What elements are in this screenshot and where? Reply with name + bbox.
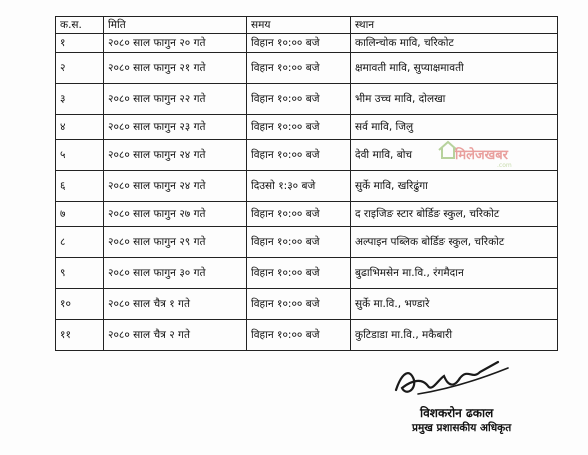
cell-time: विहान १०:०० बजे — [247, 227, 351, 258]
cell-time: विहान १०:०० बजे — [247, 289, 351, 320]
cell-venue: सुर्के मा.वि., भण्डारे — [351, 289, 558, 320]
cell-venue: देवी मावि, बोच — [351, 140, 558, 171]
cell-time: दिउसो १:३० बजे — [247, 171, 351, 202]
handwritten-signature — [388, 350, 528, 405]
cell-time: विहान १०:०० बजे — [247, 34, 351, 53]
table-header-row — [56, 17, 558, 34]
cell-date: २०८० साल फागुन २१ गते — [104, 53, 247, 84]
cell-time: विहान १०:०० बजे — [247, 53, 351, 84]
cell-date: २०८० साल फागुन २३ गते — [104, 115, 247, 140]
cell-venue: कुटिडाडा मा.वि., मकैबारी — [351, 320, 558, 351]
cell-time: विहान १०:०० बजे — [247, 202, 351, 227]
watermark-domain: .com — [497, 162, 512, 169]
table-row — [56, 34, 558, 53]
cell-venue: बुढाभिमसेन मा.वि., रंगमैदान — [351, 258, 558, 289]
cell-time: विहान १०:०० बजे — [247, 258, 351, 289]
cell-venue: क्षमावती मावि, सुप्याक्षमावती — [351, 53, 558, 84]
cell-serial-number: ११ — [56, 320, 104, 351]
signatory-title: प्रमुख प्रशासकीय अधिकृत — [412, 422, 512, 434]
cell-serial-number: ८ — [56, 227, 104, 258]
cell-serial-number: ५ — [56, 140, 104, 171]
cell-time: विहान १०:०० बजे — [247, 84, 351, 115]
cell-serial-number: ९ — [56, 258, 104, 289]
cell-venue: सर्व मावि, जिलु — [351, 115, 558, 140]
cell-venue: भीम उच्च मावि, दोलखा — [351, 84, 558, 115]
cell-serial-number: ४ — [56, 115, 104, 140]
cell-serial-number: ३ — [56, 84, 104, 115]
cell-date: २०८० साल चैत्र २ गते — [104, 320, 247, 351]
cell-date: २०८० साल फागुन २० गते — [104, 34, 247, 53]
cell-serial-number: १ — [56, 34, 104, 53]
cell-time: विहान १०:०० बजे — [247, 320, 351, 351]
cell-venue: द राइजिङ स्टार बोर्डिङ स्कुल, चरिकोट — [351, 202, 558, 227]
news-site-watermark — [437, 132, 537, 172]
table-row — [56, 171, 558, 202]
header-venue: स्थान — [351, 17, 558, 34]
cell-venue: सुर्के मावि, खरिढुंगा — [351, 171, 558, 202]
header-serial-number: क.स. — [56, 17, 104, 34]
signatory-name: विशकरोन ढकाल — [420, 406, 494, 420]
cell-serial-number: ६ — [56, 171, 104, 202]
cell-venue: कालिन्चोक मावि, चरिकोट — [351, 34, 558, 53]
table-row — [56, 227, 558, 258]
table-row — [56, 258, 558, 289]
cell-date: २०८० साल फागुन २४ गते — [104, 171, 247, 202]
cell-serial-number: १० — [56, 289, 104, 320]
cell-time: विहान १०:०० बजे — [247, 140, 351, 171]
table-row — [56, 53, 558, 84]
cell-date: २०८० साल फागुन २९ गते — [104, 227, 247, 258]
watermark-text: मिलेजखबर — [455, 148, 508, 163]
cell-serial-number: २ — [56, 53, 104, 84]
cell-date: २०८० साल फागुन २७ गते — [104, 202, 247, 227]
cell-date: २०८० साल चैत्र १ गते — [104, 289, 247, 320]
program-schedule-table — [55, 16, 558, 351]
header-date: मिति — [104, 17, 247, 34]
table-row — [56, 289, 558, 320]
table-row — [56, 202, 558, 227]
cell-serial-number: ७ — [56, 202, 104, 227]
cell-time: विहान १०:०० बजे — [247, 115, 351, 140]
table-row — [56, 320, 558, 351]
table-row — [56, 84, 558, 115]
header-time: समय — [247, 17, 351, 34]
cell-date: २०८० साल फागुन ३० गते — [104, 258, 247, 289]
cell-date: २०८० साल फागुन २४ गते — [104, 140, 247, 171]
cell-venue: अल्पाइन पब्लिक बोर्डिङ स्कुल, चरिकोट — [351, 227, 558, 258]
cell-date: २०८० साल फागुन २२ गते — [104, 84, 247, 115]
